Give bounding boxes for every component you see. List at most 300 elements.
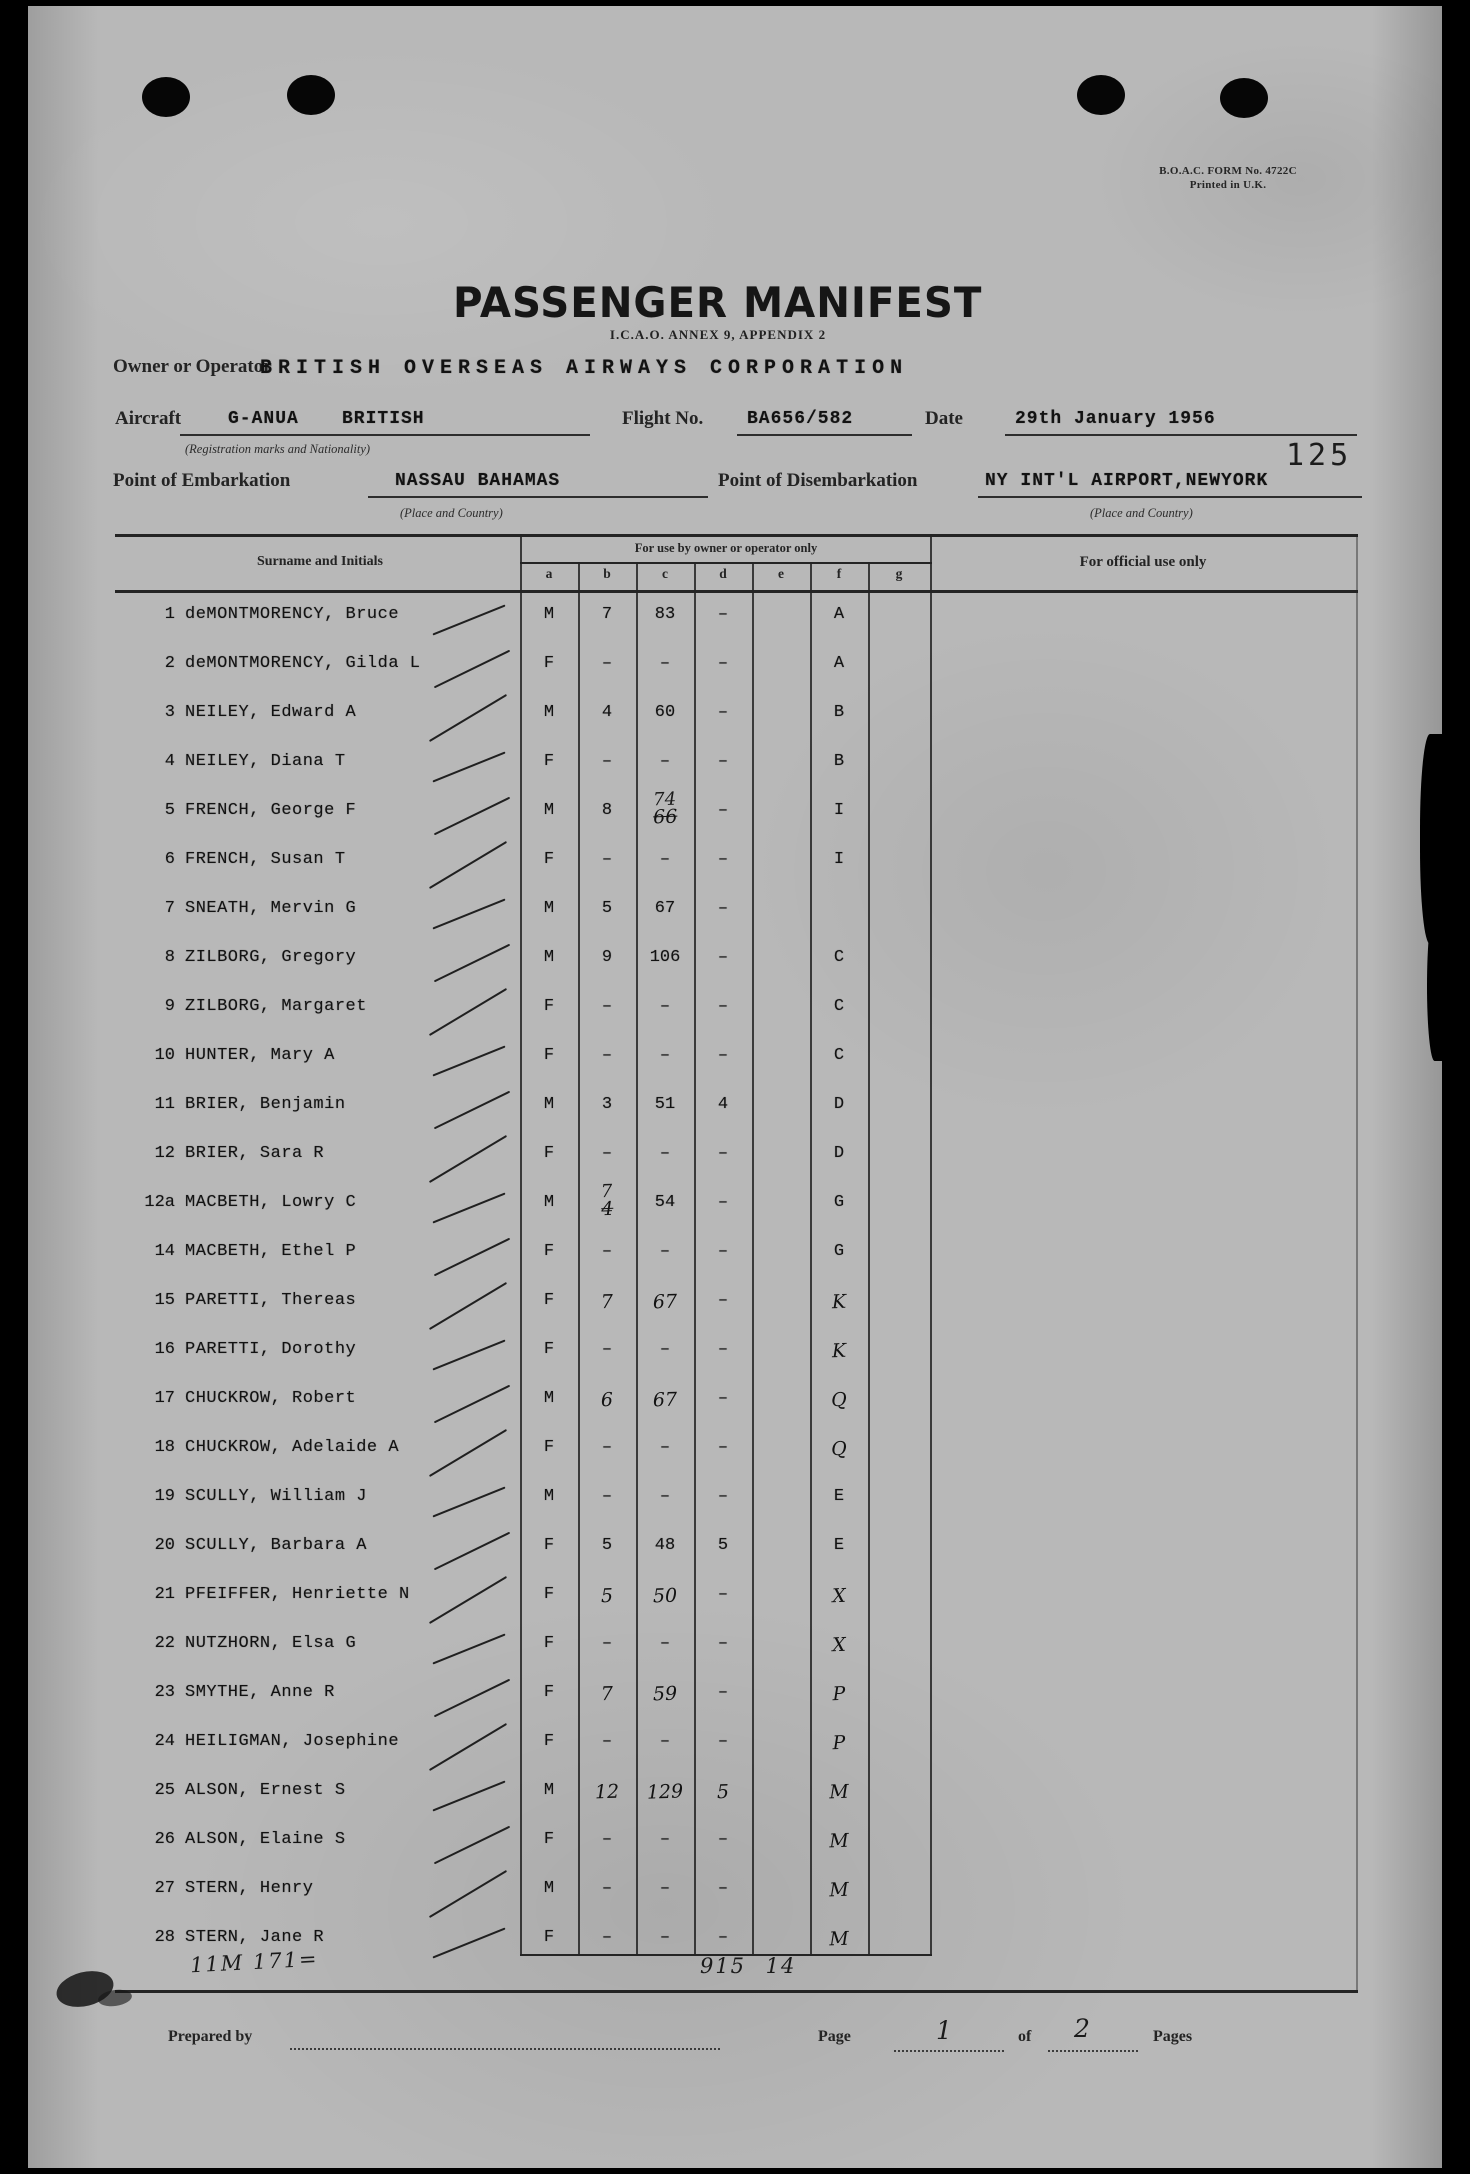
cell-b: 7 (601, 605, 613, 624)
underline (1005, 434, 1357, 436)
cell-sex: M (543, 1879, 555, 1898)
passenger-name: FRENCH, Susan T (185, 850, 346, 869)
aircraft-nationality: BRITISH (342, 409, 425, 429)
row-number: 9 (164, 997, 175, 1016)
manifest-document (28, 6, 1442, 2168)
row-number: 11 (154, 1095, 175, 1114)
row-number: 6 (164, 850, 175, 869)
row-number: 12 (154, 1144, 175, 1163)
table-row (115, 888, 1358, 937)
cell-b: – (601, 1046, 613, 1065)
passenger-name: SCULLY, William J (185, 1487, 367, 1506)
cell-f: A (833, 605, 845, 624)
cell-b: 5 (601, 899, 613, 918)
cell-b: 9 (601, 948, 613, 967)
table-row (115, 1770, 1358, 1819)
date-label: Date (925, 408, 963, 429)
cell-c: – (659, 1242, 671, 1261)
official-use-header: For official use only (1079, 554, 1207, 570)
cell-f: D (833, 1095, 845, 1114)
cell-c: – (659, 1340, 671, 1359)
cell-sex: F (543, 1928, 555, 1947)
flight-no-label: Flight No. (622, 408, 704, 429)
form-number-line1: B.O.A.C. FORM No. 4722C (1159, 165, 1297, 177)
title-block (28, 278, 1408, 327)
subtitle-block (28, 326, 1408, 344)
tick-mark (429, 841, 507, 889)
tick-mark (429, 694, 507, 742)
punch-hole (1220, 78, 1268, 118)
cell-d: – (717, 1732, 729, 1751)
tick-mark (434, 1679, 510, 1718)
cell-d: – (717, 1830, 729, 1849)
cell-f: C (833, 948, 845, 967)
row-number: 10 (154, 1046, 175, 1065)
cell-c: 50 (652, 1584, 678, 1608)
cell-sex: F (543, 1438, 555, 1457)
punch-hole (1077, 75, 1125, 115)
tick-mark (429, 1282, 507, 1330)
cell-b: – (601, 1487, 613, 1506)
cell-c: 48 (654, 1536, 676, 1555)
passenger-name: BRIER, Benjamin (185, 1095, 346, 1114)
table-row (115, 1084, 1358, 1133)
cell-f: M (828, 1878, 850, 1902)
cell-c: 67 (654, 899, 676, 918)
cell-c: – (659, 1928, 671, 1947)
cell-d: – (717, 1683, 729, 1702)
passenger-name: ALSON, Ernest S (185, 1781, 346, 1800)
tick-mark (429, 1723, 507, 1771)
table-row (115, 1476, 1358, 1525)
cell-c: – (659, 1487, 671, 1506)
cell-d: – (717, 1585, 729, 1604)
cell-b: – (601, 1732, 613, 1751)
cell-c: – (659, 654, 671, 673)
cell-c: – (659, 850, 671, 869)
cell-d: – (717, 899, 729, 918)
cell-c: – (659, 1634, 671, 1653)
cell-sex: F (543, 1585, 555, 1604)
cell-d: – (717, 997, 729, 1016)
tick-mark (434, 650, 510, 689)
tick-mark (432, 1192, 505, 1223)
registration-caption: (Registration marks and Nationality) (185, 442, 371, 456)
cell-c: 106 (649, 948, 681, 967)
cell-sex: F (543, 1242, 555, 1261)
total-pages-value: 2 (1074, 2014, 1090, 2043)
place-country-caption: (Place and Country) (1090, 506, 1193, 520)
tick-mark (434, 1385, 510, 1424)
tick-mark (432, 898, 505, 929)
tick-mark (434, 1826, 510, 1865)
handwritten-total-d: 915 (699, 1954, 747, 1978)
cell-c: – (659, 1879, 671, 1898)
tick-mark (432, 1780, 505, 1811)
row-number: 1 (164, 605, 175, 624)
cell-f: D (833, 1144, 845, 1163)
cell-f: G (833, 1242, 845, 1261)
cell-f: M (828, 1829, 850, 1853)
table-row (115, 1574, 1358, 1623)
table-row (115, 1721, 1358, 1770)
cell-f: A (833, 654, 845, 673)
passenger-name: PARETTI, Dorothy (185, 1340, 357, 1359)
cell-sex: M (543, 948, 555, 967)
page-number-value: 1 (936, 2016, 952, 2045)
cell-sex: F (543, 1536, 555, 1555)
cell-c: – (659, 1438, 671, 1457)
cell-b: 3 (601, 1095, 613, 1114)
cell-f: B (833, 703, 845, 722)
cell-sex: F (543, 1046, 555, 1065)
col-letter-b: b (603, 566, 611, 581)
tick-mark (429, 1576, 507, 1624)
tick-mark (429, 1870, 507, 1918)
passenger-table-rows (115, 594, 1358, 1966)
passenger-name: CHUCKROW, Adelaide A (185, 1438, 400, 1457)
page-stamp: 125 (1286, 438, 1353, 473)
cell-b: – (601, 1242, 613, 1261)
row-number: 27 (154, 1879, 175, 1898)
cell-f: Q (830, 1388, 848, 1412)
row-number: 4 (164, 752, 175, 771)
table-row (115, 1378, 1358, 1427)
cell-b: – (601, 1879, 613, 1898)
handwritten-total-e: 14 (765, 1954, 797, 1978)
passenger-name: ZILBORG, Margaret (185, 997, 367, 1016)
table-row (115, 692, 1358, 741)
row-number: 16 (154, 1340, 175, 1359)
tick-mark (429, 1429, 507, 1477)
total-pages-line (1048, 2050, 1138, 2052)
owner-operator-value: BRITISH OVERSEAS AIRWAYS CORPORATION (260, 357, 909, 380)
cell-d: 5 (717, 1536, 729, 1555)
table-row (115, 1280, 1358, 1329)
cell-b: 5 (601, 1536, 613, 1555)
page-label: Page (818, 2028, 851, 2045)
owner-operator-label: Owner or Operator (113, 356, 272, 377)
cell-b: – (601, 1144, 613, 1163)
passenger-name: STERN, Henry (185, 1879, 314, 1898)
row-number: 18 (154, 1438, 175, 1457)
cell-c: 67 (652, 1388, 678, 1412)
tick-mark (434, 944, 510, 983)
passenger-name: FRENCH, George F (185, 801, 357, 820)
cell-f: M (828, 1780, 850, 1804)
cell-sex: M (543, 1193, 555, 1212)
cell-f: C (833, 997, 845, 1016)
prepared-by-line (290, 2048, 720, 2050)
passenger-name: ZILBORG, Gregory (185, 948, 357, 967)
col-letter-a: a (545, 566, 553, 581)
cell-sex: F (543, 654, 555, 673)
underline (180, 434, 590, 436)
cell-f: Q (830, 1437, 848, 1461)
flight-no-value: BA656/582 (747, 409, 854, 429)
handwritten-total-left: 11M 171= (189, 1946, 320, 1978)
cell-sex: F (543, 1340, 555, 1359)
col-letter-c: c (662, 566, 668, 581)
col-letter-g: g (895, 566, 903, 581)
tick-mark (432, 1339, 505, 1370)
row-number: 20 (154, 1536, 175, 1555)
row-number: 21 (154, 1585, 175, 1604)
cell-d: – (717, 654, 729, 673)
table-row (115, 594, 1358, 643)
table-row (115, 1329, 1358, 1378)
cell-sex: F (543, 997, 555, 1016)
cell-c: 74 66 (652, 788, 678, 828)
cell-sex: F (543, 1291, 555, 1310)
passenger-name: SCULLY, Barbara A (185, 1536, 367, 1555)
punch-hole (142, 77, 190, 117)
table-row (115, 1819, 1358, 1868)
tick-mark (432, 1633, 505, 1664)
cell-c: 83 (654, 605, 676, 624)
prepared-by-label: Prepared by (168, 2028, 253, 2045)
cell-b: – (601, 1634, 613, 1653)
cell-b: – (601, 1830, 613, 1849)
aircraft-value: G-ANUA (228, 409, 299, 429)
cell-sex: F (543, 752, 555, 771)
scan-artifact-tear (1427, 911, 1442, 1061)
row-number: 2 (164, 654, 175, 673)
cell-f: E (833, 1536, 845, 1555)
table-row (115, 790, 1358, 839)
cell-d: – (717, 1291, 729, 1310)
page-number-line (894, 2050, 1004, 2052)
table-row (115, 1133, 1358, 1182)
table-row (115, 1427, 1358, 1476)
passenger-name: deMONTMORENCY, Gilda L (185, 654, 421, 673)
owner-use-header: For use by owner or operator only (634, 541, 818, 555)
cell-sex: F (543, 850, 555, 869)
cell-c: – (659, 997, 671, 1016)
cell-b: 7 (600, 1290, 614, 1314)
cell-b: – (601, 654, 613, 673)
cell-b: 8 (601, 801, 613, 820)
passenger-name: CHUCKROW, Robert (185, 1389, 357, 1408)
date-value: 29th January 1956 (1015, 409, 1216, 429)
passenger-name: SNEATH, Mervin G (185, 899, 357, 918)
col-letter-e: e (778, 566, 784, 581)
page-title: PASSENGER MANIFEST (453, 278, 983, 327)
tick-mark (432, 1927, 505, 1958)
cell-sex: M (543, 1095, 555, 1114)
cell-d: – (717, 605, 729, 624)
passenger-name: STERN, Jane R (185, 1928, 325, 1947)
tick-mark (432, 1486, 505, 1517)
cell-d: – (717, 1928, 729, 1947)
cell-c: 67 (652, 1290, 678, 1314)
cell-d: – (717, 1879, 729, 1898)
cell-f: I (833, 850, 845, 869)
surname-header: Surname and Initials (256, 554, 384, 569)
form-number-line2: Printed in U.K. (1189, 179, 1267, 191)
tick-mark (434, 1091, 510, 1130)
tick-mark (432, 604, 505, 635)
row-number: 5 (164, 801, 175, 820)
cell-f: E (833, 1487, 845, 1506)
cell-sex: M (543, 801, 555, 820)
cell-d: – (717, 1634, 729, 1653)
passenger-name: PARETTI, Thereas (185, 1291, 357, 1310)
cell-d: 4 (717, 1095, 729, 1114)
row-number: 17 (154, 1389, 175, 1408)
cell-f: P (832, 1682, 846, 1706)
cell-c: – (659, 1732, 671, 1751)
row-number: 8 (164, 948, 175, 967)
cell-sex: F (543, 1144, 555, 1163)
cell-d: – (717, 1242, 729, 1261)
of-label: of (1018, 2028, 1032, 2045)
passenger-name: MACBETH, Lowry C (185, 1193, 357, 1212)
cell-f: I (833, 801, 845, 820)
passenger-name: BRIER, Sara R (185, 1144, 325, 1163)
table-row (115, 1672, 1358, 1721)
tick-mark (429, 1135, 507, 1183)
cell-c: – (659, 1144, 671, 1163)
table-rule-bottom (115, 1990, 1358, 1993)
row-number: 12a (144, 1193, 175, 1212)
row-number: 22 (154, 1634, 175, 1653)
cell-d: – (717, 1389, 729, 1408)
table-row (115, 1623, 1358, 1672)
cell-c: 51 (654, 1095, 676, 1114)
tick-mark (434, 797, 510, 836)
table-row (115, 1035, 1358, 1084)
cell-d: – (717, 801, 729, 820)
table-rule-top (115, 534, 1358, 537)
passenger-name: ALSON, Elaine S (185, 1830, 346, 1849)
underline (737, 434, 912, 436)
cell-d: – (717, 850, 729, 869)
cell-b: – (601, 752, 613, 771)
underline (978, 496, 1362, 498)
tick-mark (432, 1045, 505, 1076)
cell-sex: M (543, 703, 555, 722)
cell-c: – (659, 752, 671, 771)
cell-b: 4 (601, 703, 613, 722)
cell-d: – (717, 1144, 729, 1163)
cell-sex: M (543, 899, 555, 918)
passenger-name: PFEIFFER, Henriette N (185, 1585, 410, 1604)
table-row (115, 741, 1358, 790)
cell-b: 5 (600, 1584, 614, 1608)
page-subtitle: I.C.A.O. ANNEX 9, APPENDIX 2 (609, 327, 827, 342)
cell-d: – (717, 1438, 729, 1457)
cell-sex: F (543, 1830, 555, 1849)
cell-d: – (717, 1340, 729, 1359)
table-row (115, 986, 1358, 1035)
cell-sex: M (543, 1389, 555, 1408)
cell-b: – (601, 1340, 613, 1359)
cell-c: 59 (652, 1682, 678, 1706)
row-number: 15 (154, 1291, 175, 1310)
cell-f: M (828, 1927, 850, 1951)
table-row (115, 937, 1358, 986)
cell-b: – (601, 1928, 613, 1947)
passenger-name: HEILIGMAN, Josephine (185, 1732, 400, 1751)
cell-f: G (833, 1193, 845, 1212)
cell-c: – (659, 1830, 671, 1849)
cell-sex: F (543, 1683, 555, 1702)
cell-f: C (833, 1046, 845, 1065)
cell-b: 12 (594, 1780, 620, 1804)
table-row (115, 1182, 1358, 1231)
row-number: 24 (154, 1732, 175, 1751)
aircraft-label: Aircraft (115, 408, 182, 429)
pages-label: Pages (1153, 2028, 1193, 2045)
table-row (115, 1231, 1358, 1280)
cell-d: – (717, 1487, 729, 1506)
cell-d: – (717, 752, 729, 771)
cell-sex: M (543, 1487, 555, 1506)
row-number: 19 (154, 1487, 175, 1506)
punch-hole (287, 75, 335, 115)
table-rule-header-bottom (115, 590, 1358, 593)
col-letter-d: d (719, 566, 727, 581)
table-row (115, 1868, 1358, 1917)
cell-c: 54 (654, 1193, 676, 1212)
tick-mark (432, 751, 505, 782)
tick-mark (429, 988, 507, 1036)
passenger-name: SMYTHE, Anne R (185, 1683, 335, 1702)
cell-sex: M (543, 605, 555, 624)
cell-d: 5 (716, 1780, 730, 1804)
cell-c: 60 (654, 703, 676, 722)
embarkation-label: Point of Embarkation (113, 470, 291, 491)
cell-c: – (659, 1046, 671, 1065)
cell-f: K (831, 1339, 847, 1363)
col-letter-f: f (836, 566, 842, 581)
cell-b: 6 (600, 1388, 614, 1412)
cell-d: – (717, 1193, 729, 1212)
cell-b: – (601, 1438, 613, 1457)
cell-f: K (831, 1290, 847, 1314)
disembarkation-label: Point of Disembarkation (718, 470, 918, 491)
passenger-name: NEILEY, Diana T (185, 752, 346, 771)
row-number: 28 (154, 1928, 175, 1947)
cell-b: – (601, 850, 613, 869)
cell-sex: M (543, 1781, 555, 1800)
row-number: 23 (154, 1683, 175, 1702)
tick-mark (434, 1532, 510, 1571)
cell-b: – (601, 997, 613, 1016)
passenger-name: NEILEY, Edward A (185, 703, 357, 722)
tick-mark (434, 1238, 510, 1277)
table-row (115, 1525, 1358, 1574)
row-number: 7 (164, 899, 175, 918)
passenger-table (115, 534, 1358, 1994)
row-number: 14 (154, 1242, 175, 1261)
disembarkation-value: NY INT'L AIRPORT,NEWYORK (985, 471, 1269, 491)
cell-f: P (832, 1731, 846, 1755)
cell-f: X (831, 1633, 847, 1657)
row-number: 25 (154, 1781, 175, 1800)
embarkation-value: NASSAU BAHAMAS (395, 471, 561, 491)
passenger-name: HUNTER, Mary A (185, 1046, 335, 1065)
cell-d: – (717, 703, 729, 722)
passenger-name: deMONTMORENCY, Bruce (185, 605, 400, 624)
table-rule-subheader (520, 562, 932, 564)
cell-d: – (717, 1046, 729, 1065)
cell-b: 7 4 (600, 1180, 614, 1220)
row-number: 3 (164, 703, 175, 722)
row-number: 26 (154, 1830, 175, 1849)
cell-b: 7 (600, 1682, 614, 1706)
